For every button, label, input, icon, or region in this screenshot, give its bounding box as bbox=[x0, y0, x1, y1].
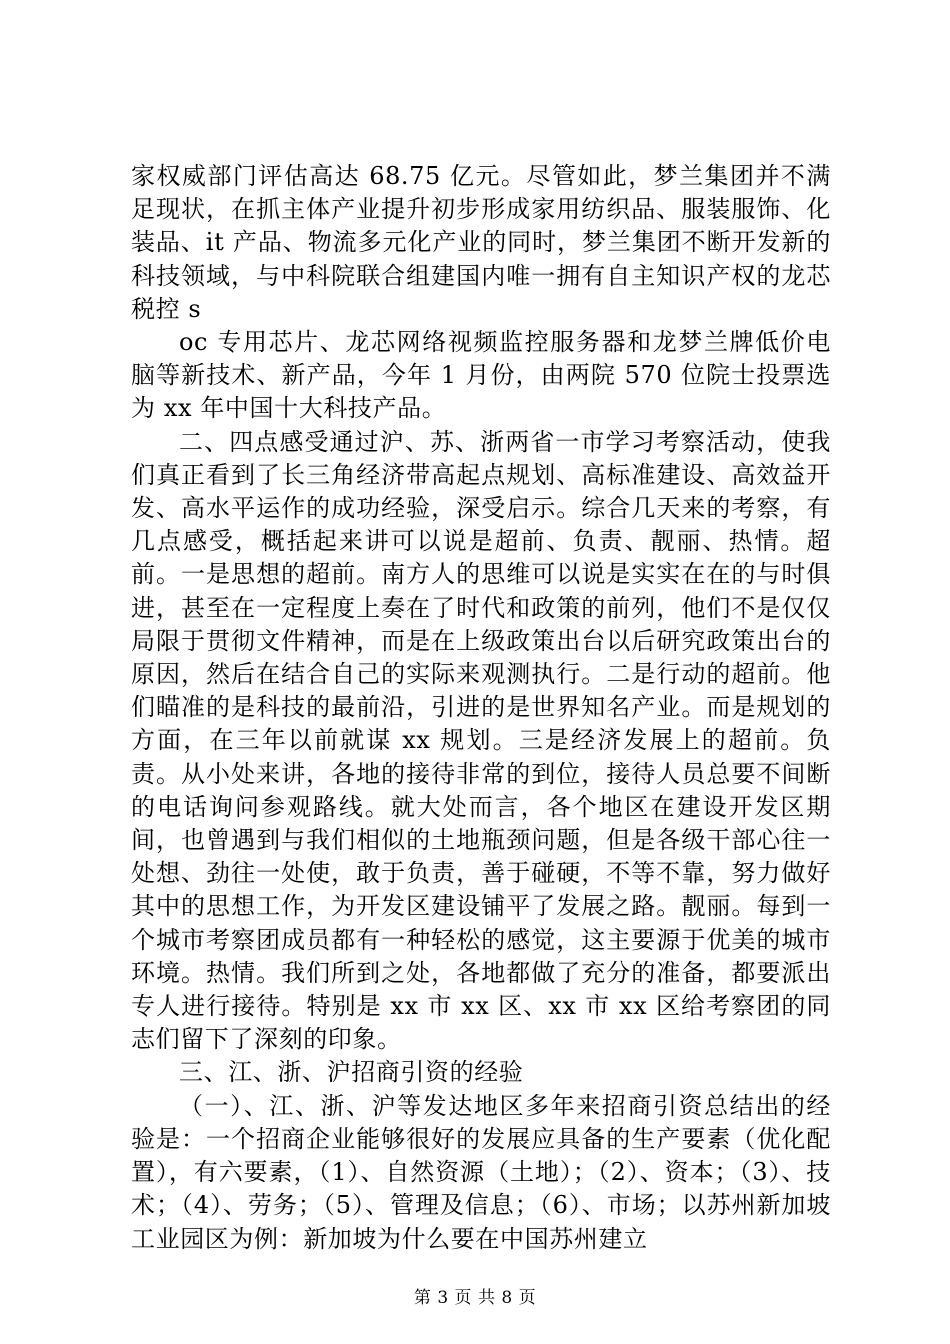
paragraph-experience-1: （一）、江、浙、沪等发达地区多年来招商引资总结出的经验是：一个招商企业能够很好的发展应具备的生产要素（优化配置），有六要素，（1）、自然资源（土地）；（2）、资本；（3）、技术；（4）、劳务；（5）、管理及信息；（6）、市场；以苏州新加坡工业园区为例：新加坡为什么要在中国苏州建立 bbox=[131, 1091, 831, 1253]
paragraph-continuation: 家权威部门评估高达 68.75 亿元。尽管如此，梦兰集团并不满足现状，在抓主体产业提升初步形成家用纺织品、服装服饰、化装品、it 产品、物流多元化产业的同时，梦兰集团不断开发新的科技领域，与中科院联合组建国内唯一拥有自主知识产权的龙芯税控 s bbox=[131, 162, 831, 323]
paragraph-products: oc 专用芯片、龙芯网络视频监控服务器和龙梦兰牌低价电脑等新技术、新产品，今年 1 月份，由两院 570 位院士投票选为 xx 年中国十大科技产品。 bbox=[131, 328, 831, 423]
section-heading-experience: 三、江、浙、沪招商引资的经验 bbox=[179, 1058, 524, 1087]
document-body bbox=[131, 160, 831, 1256]
page-number-footer: 第 3 页 共 8 页 bbox=[413, 1288, 537, 1308]
paragraph-impressions: 二、四点感受通过沪、苏、浙两省一市学习考察活动，使我们真正看到了长三角经济带高起点规划、高标准建设、高效益开发、高水平运作的成功经验，深受启示。综合几天来的考察，有几点感受，概括起来讲可以说是超前、负责、靓丽、热情。超前。一是思想的超前。南方人的思维可以说是实实在在的与时俱进，甚至在一定程度上奏在了时代和政策的前列，他们不是仅仅局限于贯彻文件精神，而是在上级政策出台以后研究政策出台的原因，然后在结合自己的实际来观测执行。二是行动的超前。他们瞄准的是科技的最前沿，引进的是世界知名产业。而是规划的方面，在三年以前就谋 xx 规划。三是经济发展上的超前。负责。从小处来讲，各地的接待非常的到位，接待人员总要不间断的电话询问参观路线。就大处而言，各个地区在建设开发区期间，也曾遇到与我们相似的土地瓶颈问题，但是各级干部心往一处想、劲往一处使，敢于负责，善于碰硬，不等不靠，努力做好其中的思想工作，为开发区建设铺平了发展之路。靓丽。每到一个城市考察团成员都有一种轻松的感觉，这主要源于优美的城市环境。热情。我们所到之处，各地都做了充分的准备，都要派出专人进行接待。特别是 xx 市 xx 区、xx 市 xx 区给考察团的同志们留下了深刻的印象。 bbox=[131, 427, 831, 1054]
